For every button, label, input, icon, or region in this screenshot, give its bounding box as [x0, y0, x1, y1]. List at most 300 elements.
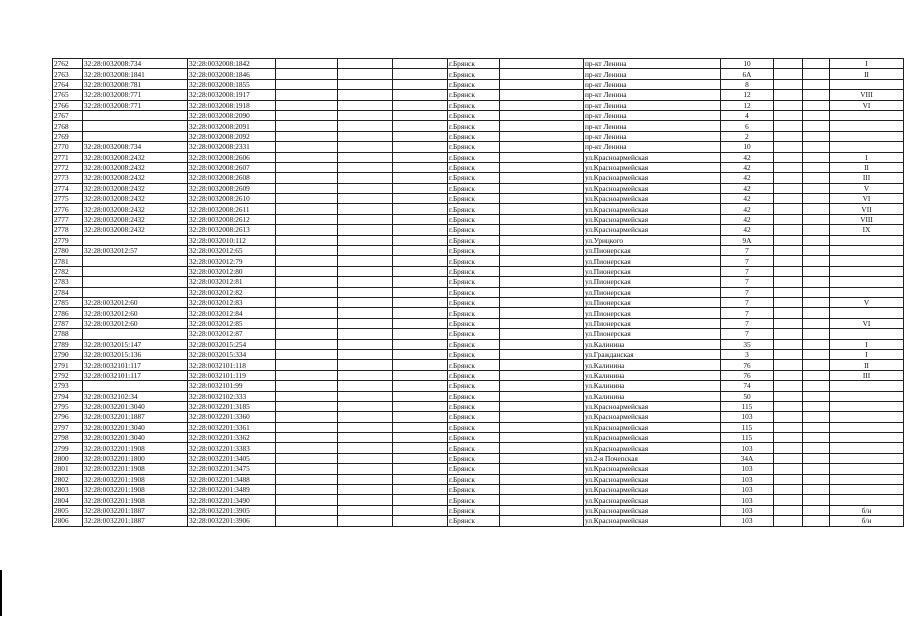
empty-cell: [276, 391, 338, 401]
row-number-cell: 2790: [53, 349, 83, 359]
cadastral-number-cell: 32:28:0032201:3362: [188, 433, 276, 443]
empty-cell: [276, 214, 338, 224]
house-number-cell: 7: [721, 308, 774, 318]
street-cell: ул.Калинина: [584, 391, 721, 401]
empty-cell: [774, 474, 803, 484]
empty-cell: [338, 516, 393, 526]
part-number-cell: I: [830, 59, 904, 69]
row-number-cell: 2764: [53, 79, 83, 89]
city-cell: г.Брянск: [448, 256, 500, 266]
empty-cell: [338, 266, 393, 276]
empty-cell: [500, 152, 584, 162]
parent-cadastral-cell: 32:28:0032201:1908: [83, 443, 188, 453]
empty-cell: [338, 349, 393, 359]
empty-cell: [276, 204, 338, 214]
empty-cell: [500, 453, 584, 463]
empty-cell: [276, 194, 338, 204]
house-number-cell: 42: [721, 204, 774, 214]
empty-cell: [774, 59, 803, 69]
empty-cell: [276, 401, 338, 411]
empty-cell: [500, 214, 584, 224]
row-number-cell: 2796: [53, 412, 83, 422]
parent-cadastral-cell: 32:28:0032201:3040: [83, 401, 188, 411]
empty-cell: [393, 173, 448, 183]
empty-cell: [500, 339, 584, 349]
cadastral-number-cell: 32:28:0032008:2331: [188, 142, 276, 152]
empty-cell: [803, 235, 830, 245]
city-cell: г.Брянск: [448, 308, 500, 318]
city-cell: г.Брянск: [448, 495, 500, 505]
house-number-cell: 2: [721, 131, 774, 141]
row-number-cell: 2798: [53, 433, 83, 443]
empty-cell: [500, 287, 584, 297]
street-cell: ул.Красноармейская: [584, 412, 721, 422]
part-number-cell: I: [830, 152, 904, 162]
table-row: [53, 100, 904, 110]
empty-cell: [276, 349, 338, 359]
empty-cell: [803, 370, 830, 380]
empty-cell: [338, 453, 393, 463]
empty-cell: [338, 277, 393, 287]
empty-cell: [338, 318, 393, 328]
empty-cell: [774, 225, 803, 235]
part-number-cell: б/н: [830, 505, 904, 515]
table-row: [53, 266, 904, 276]
empty-cell: [774, 131, 803, 141]
row-number-cell: 2772: [53, 162, 83, 172]
empty-cell: [338, 100, 393, 110]
empty-cell: [500, 142, 584, 152]
empty-cell: [338, 474, 393, 484]
empty-cell: [338, 391, 393, 401]
street-cell: ул.Калинина: [584, 370, 721, 380]
empty-cell: [276, 495, 338, 505]
empty-cell: [276, 453, 338, 463]
cadastral-number-cell: 32:28:0032008:2613: [188, 225, 276, 235]
empty-cell: [774, 90, 803, 100]
house-number-cell: 7: [721, 329, 774, 339]
cadastral-number-cell: 32:28:0032008:2608: [188, 173, 276, 183]
part-number-cell: [830, 443, 904, 453]
empty-cell: [803, 516, 830, 526]
empty-cell: [338, 90, 393, 100]
empty-cell: [774, 142, 803, 152]
part-number-cell: III: [830, 370, 904, 380]
row-number-cell: 2775: [53, 194, 83, 204]
empty-cell: [803, 246, 830, 256]
empty-cell: [338, 297, 393, 307]
empty-cell: [338, 204, 393, 214]
empty-cell: [500, 121, 584, 131]
table-row: [53, 412, 904, 422]
empty-cell: [338, 505, 393, 515]
street-cell: ул.Калинина: [584, 360, 721, 370]
part-number-cell: [830, 246, 904, 256]
parent-cadastral-cell: 32:28:0032008:2432: [83, 204, 188, 214]
house-number-cell: 103: [721, 412, 774, 422]
row-number-cell: 2774: [53, 183, 83, 193]
empty-cell: [393, 194, 448, 204]
parent-cadastral-cell: 32:28:0032008:734: [83, 142, 188, 152]
empty-cell: [393, 142, 448, 152]
empty-cell: [500, 131, 584, 141]
street-cell: ул.Пионерская: [584, 246, 721, 256]
parent-cadastral-cell: 32:28:0032008:734: [83, 59, 188, 69]
empty-cell: [393, 256, 448, 266]
empty-cell: [393, 516, 448, 526]
empty-cell: [393, 329, 448, 339]
empty-cell: [338, 142, 393, 152]
city-cell: г.Брянск: [448, 516, 500, 526]
empty-cell: [393, 391, 448, 401]
city-cell: г.Брянск: [448, 225, 500, 235]
house-number-cell: 3: [721, 349, 774, 359]
empty-cell: [500, 69, 584, 79]
empty-cell: [393, 277, 448, 287]
empty-cell: [774, 443, 803, 453]
parent-cadastral-cell: 32:28:0032201:1908: [83, 474, 188, 484]
empty-cell: [500, 443, 584, 453]
empty-cell: [393, 79, 448, 89]
house-number-cell: 74: [721, 381, 774, 391]
empty-cell: [500, 110, 584, 120]
part-number-cell: [830, 412, 904, 422]
city-cell: г.Брянск: [448, 422, 500, 432]
house-number-cell: 103: [721, 464, 774, 474]
part-number-cell: II: [830, 360, 904, 370]
city-cell: г.Брянск: [448, 183, 500, 193]
row-number-cell: 2787: [53, 318, 83, 328]
row-number-cell: 2778: [53, 225, 83, 235]
cadastral-number-cell: 32:28:0032008:1917: [188, 90, 276, 100]
parent-cadastral-cell: 32:28:0032012:60: [83, 308, 188, 318]
empty-cell: [338, 256, 393, 266]
house-number-cell: 103: [721, 505, 774, 515]
empty-cell: [276, 256, 338, 266]
house-number-cell: 7: [721, 318, 774, 328]
empty-cell: [500, 173, 584, 183]
cadastral-number-cell: 32:28:0032008:1855: [188, 79, 276, 89]
cadastral-number-cell: 32:28:0032008:2607: [188, 162, 276, 172]
cadastral-number-cell: 32:28:0032101:118: [188, 360, 276, 370]
empty-cell: [338, 79, 393, 89]
part-number-cell: VIII: [830, 214, 904, 224]
empty-cell: [803, 422, 830, 432]
table-row: [53, 453, 904, 463]
table-row: [53, 287, 904, 297]
parent-cadastral-cell: [83, 235, 188, 245]
empty-cell: [276, 100, 338, 110]
empty-cell: [276, 277, 338, 287]
house-number-cell: 10: [721, 142, 774, 152]
street-cell: ул.Красноармейская: [584, 516, 721, 526]
empty-cell: [338, 152, 393, 162]
row-number-cell: 2802: [53, 474, 83, 484]
street-cell: пр-кт Ленина: [584, 90, 721, 100]
part-number-cell: VI: [830, 100, 904, 110]
empty-cell: [338, 214, 393, 224]
city-cell: г.Брянск: [448, 401, 500, 411]
parent-cadastral-cell: 32:28:0032201:1908: [83, 495, 188, 505]
city-cell: г.Брянск: [448, 90, 500, 100]
street-cell: ул.Красноармейская: [584, 173, 721, 183]
part-number-cell: [830, 110, 904, 120]
empty-cell: [803, 214, 830, 224]
empty-cell: [393, 183, 448, 193]
empty-cell: [774, 505, 803, 515]
city-cell: г.Брянск: [448, 235, 500, 245]
parent-cadastral-cell: 32:28:0032008:781: [83, 79, 188, 89]
parent-cadastral-cell: 32:28:0032201:1908: [83, 464, 188, 474]
city-cell: г.Брянск: [448, 349, 500, 359]
empty-cell: [393, 235, 448, 245]
empty-cell: [500, 329, 584, 339]
row-number-cell: 2806: [53, 516, 83, 526]
part-number-cell: [830, 256, 904, 266]
empty-cell: [338, 443, 393, 453]
empty-cell: [500, 59, 584, 69]
cadastral-number-cell: 32:28:0032012:82: [188, 287, 276, 297]
row-number-cell: 2779: [53, 235, 83, 245]
empty-cell: [276, 370, 338, 380]
city-cell: г.Брянск: [448, 391, 500, 401]
empty-cell: [803, 225, 830, 235]
empty-cell: [774, 464, 803, 474]
part-number-cell: [830, 422, 904, 432]
parent-cadastral-cell: [83, 287, 188, 297]
part-number-cell: [830, 474, 904, 484]
empty-cell: [803, 360, 830, 370]
parent-cadastral-cell: 32:28:0032201:3040: [83, 422, 188, 432]
part-number-cell: [830, 131, 904, 141]
part-number-cell: [830, 277, 904, 287]
part-number-cell: [830, 464, 904, 474]
city-cell: г.Брянск: [448, 412, 500, 422]
row-number-cell: 2788: [53, 329, 83, 339]
table-row: [53, 173, 904, 183]
empty-cell: [500, 256, 584, 266]
parent-cadastral-cell: 32:28:0032201:3040: [83, 433, 188, 443]
row-number-cell: 2763: [53, 69, 83, 79]
empty-cell: [393, 495, 448, 505]
cadastral-number-cell: 32:28:0032012:85: [188, 318, 276, 328]
part-number-cell: [830, 495, 904, 505]
table-row: [53, 474, 904, 484]
table-row: [53, 370, 904, 380]
house-number-cell: 42: [721, 173, 774, 183]
cadastral-number-cell: 32:28:0032008:2612: [188, 214, 276, 224]
street-cell: ул.Красноармейская: [584, 505, 721, 515]
table-row: [53, 349, 904, 359]
row-number-cell: 2791: [53, 360, 83, 370]
street-cell: ул.Гражданская: [584, 349, 721, 359]
house-number-cell: 7: [721, 266, 774, 276]
empty-cell: [803, 318, 830, 328]
empty-cell: [276, 318, 338, 328]
empty-cell: [338, 329, 393, 339]
empty-cell: [393, 453, 448, 463]
empty-cell: [500, 360, 584, 370]
house-number-cell: 103: [721, 495, 774, 505]
row-number-cell: 2776: [53, 204, 83, 214]
empty-cell: [338, 194, 393, 204]
empty-cell: [276, 433, 338, 443]
house-number-cell: 103: [721, 443, 774, 453]
empty-cell: [276, 297, 338, 307]
parent-cadastral-cell: [83, 131, 188, 141]
empty-cell: [803, 256, 830, 266]
empty-cell: [393, 297, 448, 307]
house-number-cell: 12: [721, 90, 774, 100]
empty-cell: [338, 360, 393, 370]
empty-cell: [774, 173, 803, 183]
empty-cell: [276, 339, 338, 349]
city-cell: г.Брянск: [448, 173, 500, 183]
empty-cell: [276, 183, 338, 193]
street-cell: пр-кт Ленина: [584, 121, 721, 131]
empty-cell: [393, 381, 448, 391]
empty-cell: [276, 121, 338, 131]
parent-cadastral-cell: 32:28:0032008:2432: [83, 214, 188, 224]
row-number-cell: 2800: [53, 453, 83, 463]
table-row: [53, 308, 904, 318]
empty-cell: [774, 453, 803, 463]
row-number-cell: 2768: [53, 121, 83, 131]
empty-cell: [774, 360, 803, 370]
street-cell: ул.Красноармейская: [584, 495, 721, 505]
house-number-cell: 115: [721, 433, 774, 443]
city-cell: г.Брянск: [448, 194, 500, 204]
empty-cell: [393, 69, 448, 79]
parent-cadastral-cell: 32:28:0032008:2432: [83, 225, 188, 235]
parent-cadastral-cell: 32:28:0032008:2432: [83, 194, 188, 204]
empty-cell: [803, 277, 830, 287]
empty-cell: [803, 59, 830, 69]
empty-cell: [338, 131, 393, 141]
table-row: [53, 329, 904, 339]
empty-cell: [276, 69, 338, 79]
parent-cadastral-cell: 32:28:0032015:147: [83, 339, 188, 349]
table-row: [53, 90, 904, 100]
cadastral-number-cell: 32:28:0032201:3488: [188, 474, 276, 484]
street-cell: ул.Пионерская: [584, 256, 721, 266]
empty-cell: [500, 162, 584, 172]
empty-cell: [338, 485, 393, 495]
parent-cadastral-cell: 32:28:0032008:2432: [83, 183, 188, 193]
empty-cell: [500, 381, 584, 391]
empty-cell: [393, 318, 448, 328]
cadastral-number-cell: 32:28:0032201:3906: [188, 516, 276, 526]
empty-cell: [338, 370, 393, 380]
parent-cadastral-cell: 32:28:0032201:1887: [83, 516, 188, 526]
scan-edge-mark: [0, 570, 2, 616]
city-cell: г.Брянск: [448, 505, 500, 515]
empty-cell: [774, 162, 803, 172]
empty-cell: [500, 422, 584, 432]
empty-cell: [774, 349, 803, 359]
city-cell: г.Брянск: [448, 162, 500, 172]
row-number-cell: 2783: [53, 277, 83, 287]
empty-cell: [393, 152, 448, 162]
empty-cell: [803, 173, 830, 183]
empty-cell: [393, 121, 448, 131]
empty-cell: [500, 194, 584, 204]
empty-cell: [774, 204, 803, 214]
empty-cell: [803, 162, 830, 172]
empty-cell: [774, 183, 803, 193]
cadastral-number-cell: 32:28:0032012:83: [188, 297, 276, 307]
table-row: [53, 422, 904, 432]
cadastral-number-cell: 32:28:0032012:84: [188, 308, 276, 318]
house-number-cell: 42: [721, 225, 774, 235]
empty-cell: [276, 505, 338, 515]
part-number-cell: V: [830, 183, 904, 193]
empty-cell: [393, 412, 448, 422]
house-number-cell: 42: [721, 183, 774, 193]
cadastral-number-cell: 32:28:0032102:333: [188, 391, 276, 401]
empty-cell: [276, 516, 338, 526]
empty-cell: [803, 485, 830, 495]
empty-cell: [774, 308, 803, 318]
empty-cell: [338, 433, 393, 443]
part-number-cell: I: [830, 349, 904, 359]
city-cell: г.Брянск: [448, 370, 500, 380]
empty-cell: [338, 173, 393, 183]
empty-cell: [774, 100, 803, 110]
parent-cadastral-cell: [83, 266, 188, 276]
house-number-cell: 8: [721, 79, 774, 89]
cadastral-number-cell: 32:28:0032201:3361: [188, 422, 276, 432]
house-number-cell: 4: [721, 110, 774, 120]
cadastral-number-cell: 32:28:0032008:2606: [188, 152, 276, 162]
city-cell: г.Брянск: [448, 360, 500, 370]
empty-cell: [500, 90, 584, 100]
empty-cell: [803, 69, 830, 79]
part-number-cell: I: [830, 339, 904, 349]
street-cell: ул.Калинина: [584, 381, 721, 391]
empty-cell: [774, 110, 803, 120]
city-cell: г.Брянск: [448, 121, 500, 131]
empty-cell: [276, 443, 338, 453]
empty-cell: [338, 110, 393, 120]
empty-cell: [276, 266, 338, 276]
empty-cell: [803, 433, 830, 443]
city-cell: г.Брянск: [448, 152, 500, 162]
house-number-cell: 42: [721, 194, 774, 204]
empty-cell: [774, 287, 803, 297]
city-cell: г.Брянск: [448, 214, 500, 224]
city-cell: г.Брянск: [448, 464, 500, 474]
empty-cell: [276, 422, 338, 432]
table-row: [53, 110, 904, 120]
parent-cadastral-cell: 32:28:0032008:771: [83, 100, 188, 110]
empty-cell: [393, 370, 448, 380]
empty-cell: [803, 194, 830, 204]
table-row: [53, 433, 904, 443]
empty-cell: [803, 308, 830, 318]
city-cell: г.Брянск: [448, 131, 500, 141]
empty-cell: [393, 464, 448, 474]
parent-cadastral-cell: 32:28:0032008:2432: [83, 152, 188, 162]
cadastral-number-cell: 32:28:0032101:99: [188, 381, 276, 391]
row-number-cell: 2792: [53, 370, 83, 380]
empty-cell: [500, 225, 584, 235]
empty-cell: [774, 256, 803, 266]
parent-cadastral-cell: 32:28:0032101:117: [83, 370, 188, 380]
parent-cadastral-cell: 32:28:0032102:34: [83, 391, 188, 401]
table-row: [53, 235, 904, 245]
empty-cell: [500, 246, 584, 256]
